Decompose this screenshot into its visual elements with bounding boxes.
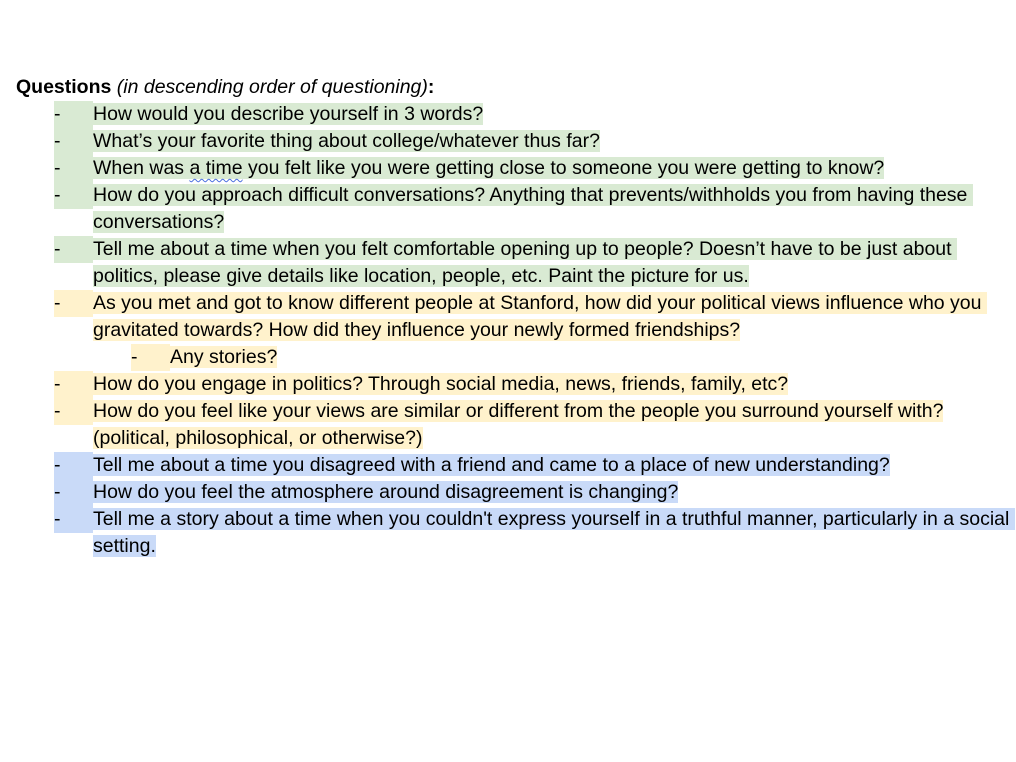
heading-colon: : [427, 76, 435, 98]
list-bullet: - [54, 128, 93, 155]
list-bullet: - [54, 182, 93, 209]
question-item-6 [16, 290, 1012, 344]
list-bullet: - [54, 371, 93, 398]
list-bullet: - [54, 506, 93, 533]
question-item-4 [16, 182, 1012, 236]
list-bullet: - [54, 479, 93, 506]
list-bullet: - [54, 101, 93, 128]
question-list [16, 101, 1015, 560]
question-text: Any stories? [170, 346, 278, 368]
question-item-11 [16, 506, 1015, 560]
heading-subtitle: (in descending order of questioning) [116, 76, 428, 98]
document-page [16, 74, 1015, 560]
question-subitem-stories [16, 344, 1012, 371]
question-item-3 [16, 155, 1012, 182]
spellcheck-flagged-phrase[interactable]: a time [189, 157, 243, 179]
question-text: How would you describe yourself in 3 words? [93, 103, 484, 125]
question-text: What’s your favorite thing about college/whatever thus far? [93, 130, 600, 152]
question-item-5 [16, 236, 1012, 290]
list-bullet: - [54, 452, 93, 479]
question-item-10 [16, 479, 1012, 506]
question-item-1 [16, 101, 1012, 128]
list-bullet: - [54, 236, 93, 263]
list-bullet: - [54, 290, 93, 317]
list-bullet: - [54, 155, 93, 182]
question-item-2 [16, 128, 1012, 155]
question-item-7 [16, 371, 1012, 398]
section-heading [16, 74, 1012, 101]
question-text: Tell me about a time when you felt comfortable opening up to people? Doesn’t have to be just about politics, please give details like location, people, etc. Paint the picture for us. [93, 238, 957, 287]
question-text: When was a time you felt like you were getting close to someone you were getting to know? [93, 157, 885, 179]
list-bullet: - [131, 344, 170, 371]
question-item-8 [16, 398, 1012, 452]
question-item-9 [16, 452, 1012, 479]
question-text: Tell me a story about a time when you couldn't express yourself in a truthful manner, particularly in a social setting. [93, 508, 1015, 557]
heading-title: Questions [16, 76, 112, 98]
question-text: Tell me about a time you disagreed with a friend and came to a place of new understanding? [93, 454, 890, 476]
list-bullet: - [54, 398, 93, 425]
question-text: As you met and got to know different people at Stanford, how did your political views influence who you gravitated towards? How did they influence your newly formed friendships? [93, 292, 987, 341]
question-text: How do you feel the atmosphere around disagreement is changing? [93, 481, 679, 503]
question-text: How do you feel like your views are similar or different from the people you surround yourself with?(political, philosophical, or otherwise?) [93, 400, 944, 449]
question-text: How do you approach difficult conversations? Anything that prevents/withholds you from having these conversations? [93, 184, 973, 233]
question-text: How do you engage in politics? Through social media, news, friends, family, etc? [93, 373, 789, 395]
